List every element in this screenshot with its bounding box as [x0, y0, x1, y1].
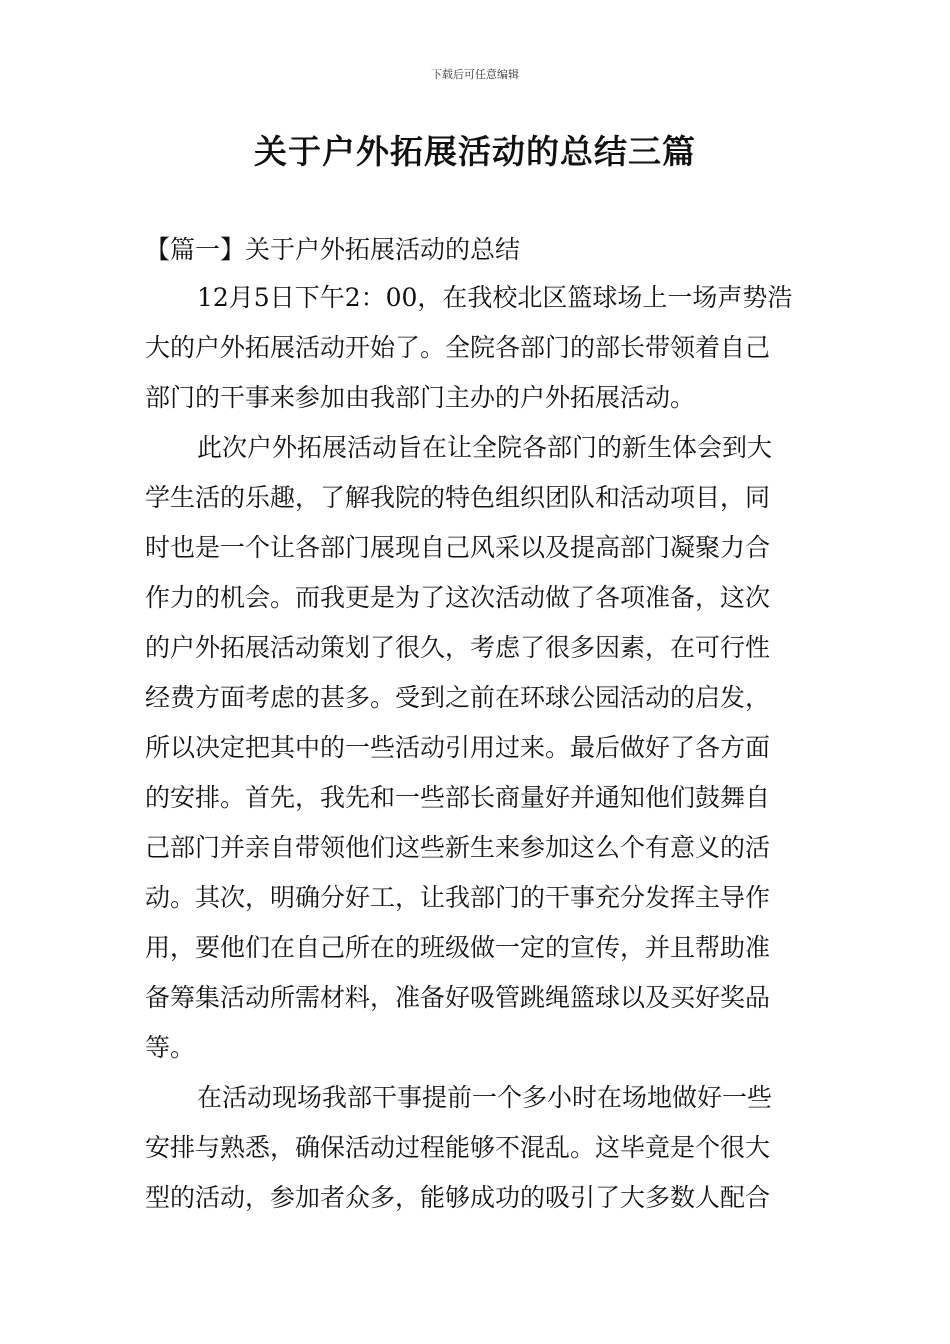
paragraph-line: 的安排。首先，我先和一些部长商量好并通知他们鼓舞自 [145, 783, 771, 812]
paragraph-line: 己部门并亲自带领他们这些新生来参加这么个有意义的活 [145, 833, 771, 862]
paragraph-line: 部门的干事来参加由我部门主办的户外拓展活动。 [145, 383, 696, 412]
header-note: 下载后可任意编辑 [431, 68, 519, 81]
paragraph-line: 动。其次，明确分好工，让我部门的干事充分发挥主导作 [145, 883, 771, 912]
paragraph-line: 作力的机会。而我更是为了这次活动做了各项准备，这次 [145, 583, 771, 612]
paragraph-line: 此次户外拓展活动旨在让全院各部门的新生体会到大 [197, 433, 773, 462]
paragraph-line: 12月5日下午2：00，在我校北区篮球场上一场声势浩 [197, 283, 793, 312]
paragraph-line: 学生活的乐趣，了解我院的特色组织团队和活动项目，同 [145, 483, 771, 512]
paragraph-line: 型的活动，参加者众多，能够成功的吸引了大多数人配合 [145, 1183, 771, 1212]
paragraph-line: 大的户外拓展活动开始了。全院各部门的部长带领着自己 [145, 333, 771, 362]
paragraph-line: 所以决定把其中的一些活动引用过来。最后做好了各方面 [145, 733, 771, 762]
section-heading: 【篇一】关于户外拓展活动的总结 [145, 235, 521, 264]
paragraph-line: 时也是一个让各部门展现自己风采以及提高部门凝聚力合 [145, 533, 771, 562]
paragraph-line: 经费方面考虑的甚多。受到之前在环球公园活动的启发， [145, 683, 771, 712]
paragraph-line: 在活动现场我部干事提前一个多小时在场地做好一些 [197, 1083, 773, 1112]
paragraph-line: 安排与熟悉，确保活动过程能够不混乱。这毕竟是个很大 [145, 1133, 771, 1162]
paragraph-line: 的户外拓展活动策划了很久，考虑了很多因素，在可行性 [145, 633, 771, 662]
paragraph-line: 等。 [145, 1033, 196, 1062]
paragraph-line: 备筹集活动所需材料，准备好吸管跳绳篮球以及买好奖品 [145, 983, 771, 1012]
paragraph-line: 用，要他们在自己所在的班级做一定的宣传，并且帮助准 [145, 933, 771, 962]
document-title: 关于户外拓展活动的总结三篇 [254, 132, 696, 171]
